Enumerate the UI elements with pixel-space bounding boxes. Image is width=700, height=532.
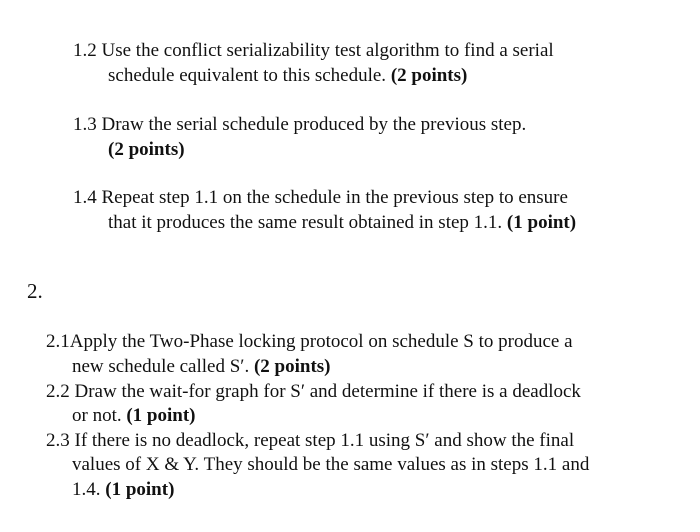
question-1-2-line-2	[108, 64, 467, 88]
question-2-3-line-3	[72, 478, 174, 502]
question-2-3-line-2: values of X & Y. They should be the same values as in steps 1.1 and	[72, 454, 590, 475]
question-1-4-points: (1 point)	[506, 212, 577, 233]
question-1-2-line-1: 1.2 Use the conflict serializability test algorithm to find a serial	[73, 40, 554, 61]
question-2-1-line-1: 2.1Apply the Two-Phase locking protocol on schedule S to produce a	[46, 331, 573, 352]
question-1-4-text: that it produces the same result obtained in step 1.1.	[108, 212, 507, 233]
question-1-3-line-1: 1.3 Draw the serial schedule produced by the previous step.	[73, 114, 527, 135]
question-2-2-line-2	[72, 404, 196, 428]
question-2-2-line-1: 2.2 Draw the wait-for graph for S′ and determine if there is a deadlock	[46, 381, 581, 402]
question-2-3-line-1: 2.3 If there is no deadlock, repeat step 1.1 using S′ and show the final	[46, 430, 575, 451]
question-1-2-points: (2 points)	[390, 65, 468, 86]
question-2-2-text: or not.	[72, 405, 127, 426]
question-2-1-points: (2 points)	[253, 356, 331, 377]
question-2-1-text: new schedule called S′.	[72, 356, 254, 377]
question-1-4-line-1: 1.4 Repeat step 1.1 on the schedule in the previous step to ensure	[73, 187, 568, 208]
question-1-2-text: schedule equivalent to this schedule.	[108, 65, 391, 86]
question-2-3-text: 1.4.	[72, 479, 106, 500]
question-2-3-points: (1 point)	[105, 479, 175, 500]
question-1-3-points: (2 points)	[108, 139, 185, 160]
question-1-4-line-2	[108, 211, 576, 235]
question-2-1-line-2	[72, 355, 331, 379]
section-2-marker: 2.	[27, 279, 43, 303]
question-2-2-points: (1 point)	[126, 405, 196, 426]
